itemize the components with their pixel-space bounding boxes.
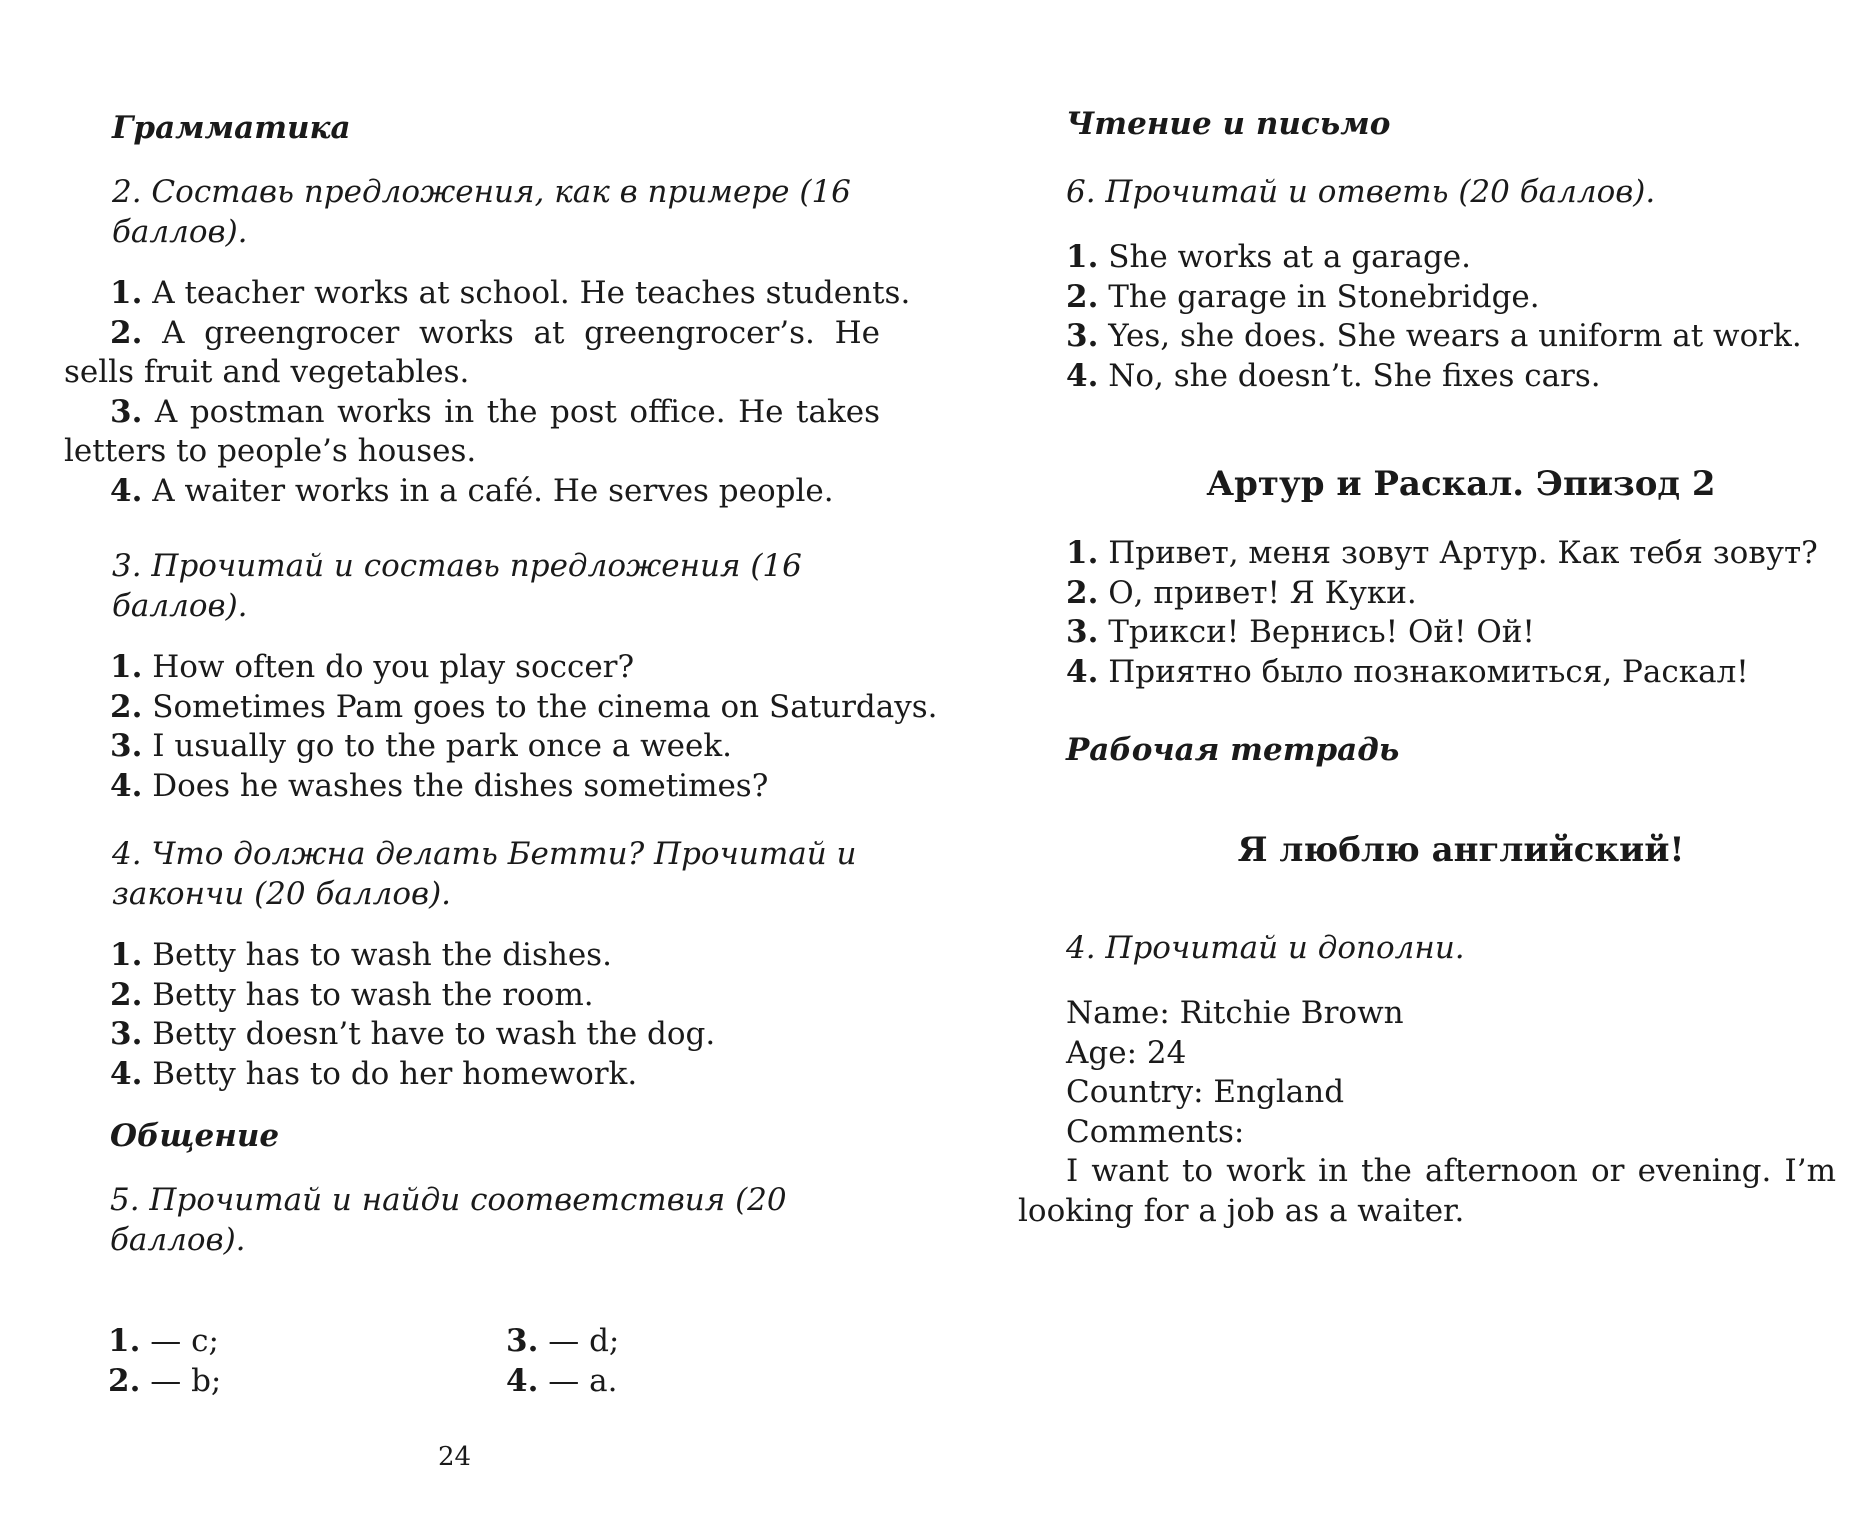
reading-writing-heading: Чтение и письмо xyxy=(1066,106,1391,142)
task4-answers xyxy=(110,936,880,1094)
episode-item: 2. О, привет! Я Куки. xyxy=(1066,574,1417,611)
task6-item: 4. No, she doesn’t. She fixes cars. xyxy=(1066,357,1601,394)
task5-answer: 2. — b; xyxy=(108,1363,222,1399)
form-comments-text-block xyxy=(1018,1152,1836,1231)
task6-item: 2. The garage in Stonebridge. xyxy=(1066,278,1540,315)
task4-item: 1. Betty has to wash the dishes. xyxy=(110,937,612,973)
task2-item: 3. A postman works in the post office. He takes letters to people’s houses. xyxy=(64,393,880,469)
task6-item: 1. She works at a garage. xyxy=(1066,239,1471,275)
love-english-heading: Я люблю английский! xyxy=(1237,830,1685,870)
episode-item: 3. Трикси! Вернись! Ой! Ой! xyxy=(1066,614,1535,650)
task3-answers xyxy=(110,648,938,806)
task6-answers xyxy=(1066,238,1836,396)
task6-title: 6. Прочитай и ответь (20 баллов). xyxy=(1066,174,1656,210)
task3-item: 4. Does he washes the dishes sometimes? xyxy=(110,767,769,804)
task5-answer: 4. — a. xyxy=(506,1363,618,1399)
form-comments-text: I want to work in the afternoon or evening. I’m looking for a job as a waiter. xyxy=(1018,1153,1836,1229)
form-comments-label: Comments: xyxy=(1066,1113,1245,1150)
task3-item: 1. How often do you play soccer? xyxy=(110,649,635,685)
communication-heading: Общение xyxy=(110,1118,280,1154)
task2-item: 4. A waiter works in a café. He serves people. xyxy=(110,472,834,509)
task4-item: 3. Betty doesn’t have to wash the dog. xyxy=(110,1016,716,1052)
episode-item: 4. Приятно было познакомиться, Раскал! xyxy=(1066,653,1749,690)
task2-item: 1. A teacher works at school. He teaches students. xyxy=(110,275,911,311)
task4-item: 2. Betty has to wash the room. xyxy=(110,976,594,1013)
episode-item: 1. Привет, меня зовут Артур. Как тебя зовут? xyxy=(1066,535,1818,571)
form-age: Age: 24 xyxy=(1066,1034,1187,1071)
task6-item: 3. Yes, she does. She wears a uniform at work. xyxy=(1066,318,1802,354)
task5-answer: 1. — c; xyxy=(108,1323,219,1359)
page-number: 24 xyxy=(438,1442,472,1472)
workbook-heading: Рабочая тетрадь xyxy=(1066,732,1400,768)
task5-title: 5. Прочитай и найди соответствия (20 баллов). xyxy=(110,1182,787,1258)
task3-item: 2. Sometimes Pam goes to the cinema on Saturdays. xyxy=(110,688,938,725)
task4-item: 4. Betty has to do her homework. xyxy=(110,1055,638,1092)
task3-title: 3. Прочитай и составь предложения (16 баллов). xyxy=(112,548,802,624)
task2-title: 2. Составь предложения, как в примере (16 баллов). xyxy=(112,174,851,250)
form-country: Country: England xyxy=(1066,1074,1345,1110)
task4-title: 4. Что должна делать Бетти? Прочитай и закончи (20 баллов). xyxy=(112,836,857,912)
grammar-heading: Грамматика xyxy=(112,110,351,146)
task2-answers xyxy=(64,274,911,511)
form-name: Name: Ritchie Brown xyxy=(1066,995,1404,1031)
task4-read-complete-title: 4. Прочитай и дополни. xyxy=(1066,930,1465,966)
task5-answer: 3. — d; xyxy=(506,1323,620,1359)
profile-form xyxy=(1066,994,1836,1152)
episode-lines xyxy=(1066,534,1836,692)
episode-heading: Артур и Раскал. Эпизод 2 xyxy=(1206,464,1716,504)
task2-item: 2. A greengrocer works at greengrocer’s. He sells fruit and vegetables. xyxy=(64,314,880,390)
task3-item: 3. I usually go to the park once a week. xyxy=(110,728,732,764)
